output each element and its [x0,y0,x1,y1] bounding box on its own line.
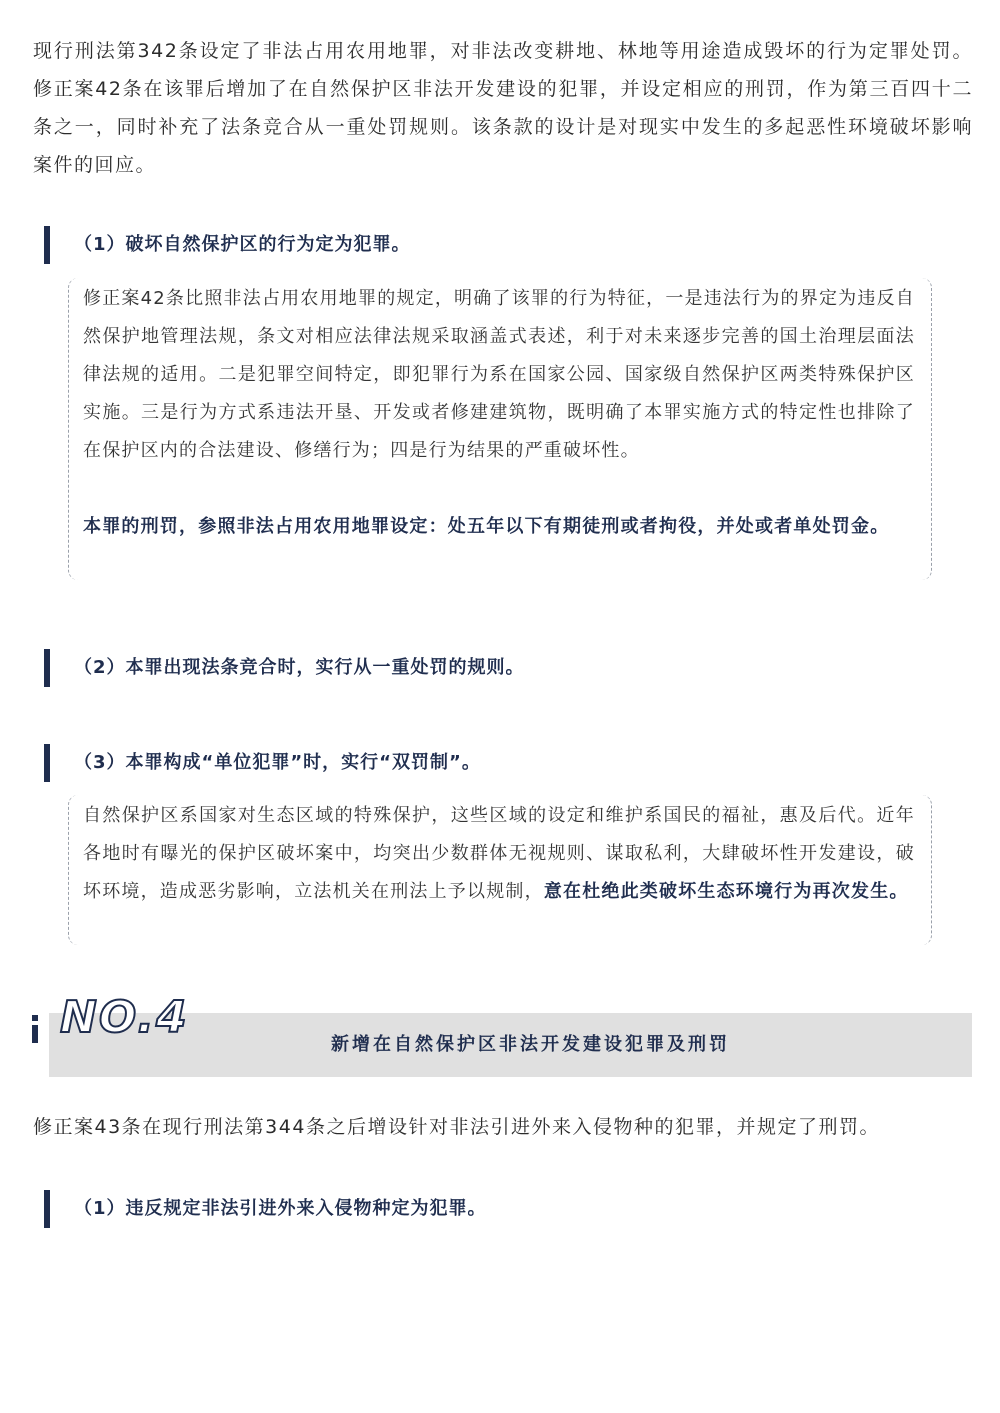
intro-paragraph: 现行刑法第342条设定了非法占用农用地罪，对非法改变耕地、林地等用途造成毁坏的行为定罪处罚。修正案42条在该罪后增加了在自然保护区非法开发建设的犯罪，并设定相应的刑罚，作为第三百四十二条之一，同时补充了法条竞合从一重处罚规则。该条款的设计是对现实中发生的多起恶性环境破坏影响案件的回应。 [33,40,973,176]
section-heading-4: （1）违反规定非法引进外来入侵物种定为犯罪。 [44,1190,487,1228]
section-3-box [68,795,932,945]
section-1-penalty: 本罪的刑罚，参照非法占用农用地罪设定：处五年以下有期徒刑或者拘役，并处或者单处罚金。 [83,516,890,537]
banner-title: 新增在自然保护区非法开发建设犯罪及刑罚 [331,1034,730,1055]
section-3-body-emphasis: 意在杜绝此类破坏生态环境行为再次发生。 [543,881,909,902]
banner-number: NO.4 [60,992,189,1043]
section-3-body-text: 自然保护区系国家对生态区域的特殊保护，这些区域的设定和维护系国民的福祉，惠及后代。近年各地时有曝光的保护区破坏案中，均突出少数群体无视规则、谋取私利，大肆破坏性开发建设，破坏环境，造成恶劣影响，立法机关在刑法上予以规制， [83,805,915,902]
section-heading-1: （1）破坏自然保护区的行为定为犯罪。 [44,226,411,264]
section-1-box [68,278,932,580]
intro-paragraph-2: 修正案43条在现行刑法第344条之后增设针对非法引进外来入侵物种的犯罪，并规定了刑罚。 [33,1116,880,1138]
banner-decoration [32,1015,38,1045]
section-heading-3: （3）本罪构成“单位犯罪”时，实行“双罚制”。 [44,744,481,782]
section-3-body [83,797,915,911]
section-1-body: 修正案42条比照非法占用农用地罪的规定，明确了该罪的行为特征，一是违法行为的界定为违反自然保护地管理法规，条文对相应法律法规采取涵盖式表述，利于对未来逐步完善的国土治理层面法律法规的适用。二是犯罪空间特定，即犯罪行为系在国家公园、国家级自然保护区两类特殊保护区实施。三是行为方式系违法开垦、开发或者修建建筑物，既明确了本罪实施方式的特定性也排除了在保护区内的合法建设、修缮行为；四是行为结果的严重破坏性。 [83,288,915,461]
section-heading-2: （2）本罪出现法条竞合时，实行从一重处罚的规则。 [44,649,525,687]
